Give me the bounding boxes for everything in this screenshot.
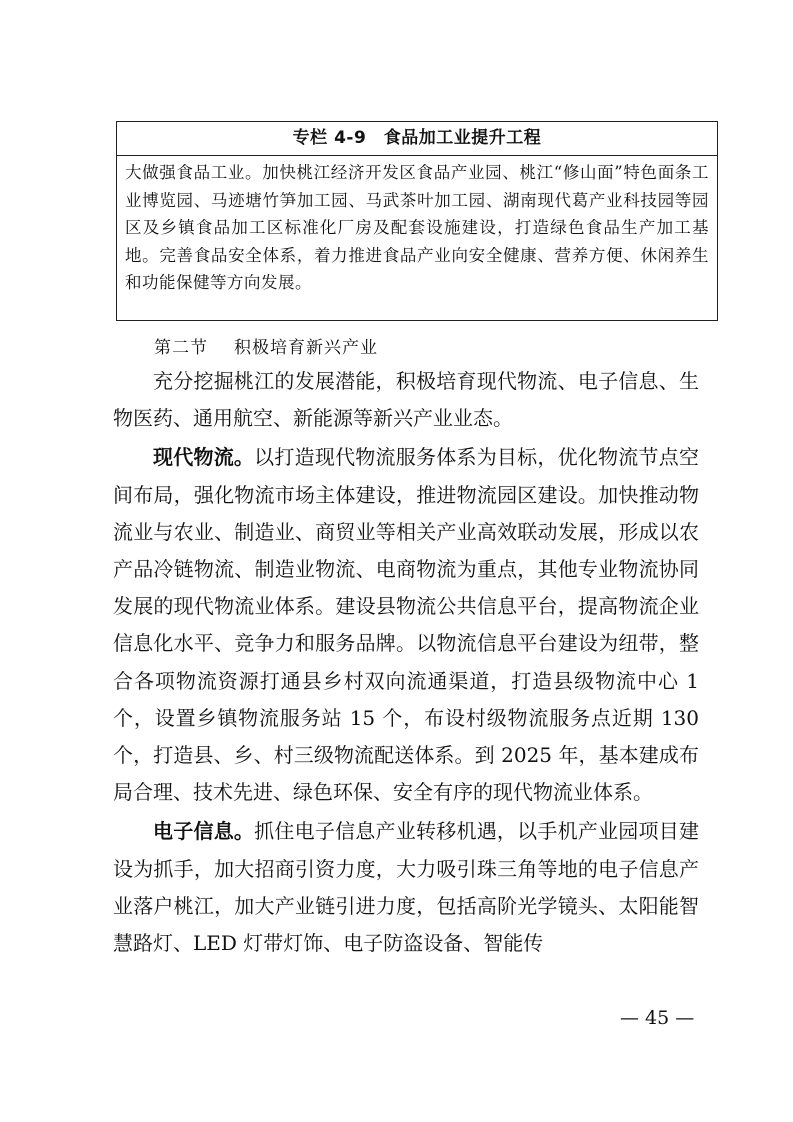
box-title: 专栏 4-9 食品加工业提升工程 xyxy=(117,122,717,156)
feature-box xyxy=(116,121,718,321)
box-body: 大做强食品工业。加快桃江经济开发区食品产业园、桃江“修山面”特色面条工业博览园、马迹塘竹笋加工园、马武茶叶加工园、湖南现代葛产业科技园等园区及乡镇食品加工区标准化厂房及配套设施建设，打造绿色食品生产加工基地。完善食品安全体系，着力推进食品产业向安全健康、营养方便、休闲养生和功能保健等方向发展。 xyxy=(125,163,709,293)
section-heading xyxy=(154,333,378,358)
main-content xyxy=(113,363,699,962)
page-number: — 45 — xyxy=(620,1007,695,1029)
logistics-paragraph xyxy=(113,439,699,811)
electronics-lead: 电子信息。 xyxy=(153,819,255,844)
electronics-text: 抓住电子信息产业转移机遇，以手机产业园项目建设为抓手，加大招商引资力度，大力吸引珠三角等地的电子信息产业落户桃江，加大产业链引进力度，包括高阶光学镜头、太阳能智慧路灯、LED 灯带灯饰、电子防盗设备、智能传 xyxy=(113,819,700,956)
section-name: 积极培育新兴产业 xyxy=(234,338,378,358)
logistics-text: 以打造现代物流服务体系为目标，优化物流节点空间布局，强化物流市场主体建设，推进物流园区建设。加快推动物流业与农业、制造业、商贸业等相关产业高效联动发展，形成以农产品冷链物流、制造业物流、电商物流为重点，其他专业物流协同发展的现代物流业体系。建设县物流公共信息平台，提高物流企业信息化水平、竞争力和服务品牌。以物流信息平台建设为纽带，整合各项物流资源打通县乡村双向流通渠道，打造县级物流中心 1 个，设置乡镇物流服务站 15 个，布设村级物流服务点近期 130 个，打造县、乡、村三级物流配送体系。到 2025 年，基本建成布局合理、技术先进、绿色环保、安全有序的现代物流业体系。 xyxy=(113,445,700,805)
intro-paragraph: 充分挖掘桃江的发展潜能，积极培育现代物流、电子信息、生物医药、通用航空、新能源等新兴产业业态。 xyxy=(113,369,699,431)
logistics-lead: 现代物流。 xyxy=(153,445,255,470)
section-number: 第二节 xyxy=(154,338,208,358)
electronics-paragraph xyxy=(113,813,699,962)
